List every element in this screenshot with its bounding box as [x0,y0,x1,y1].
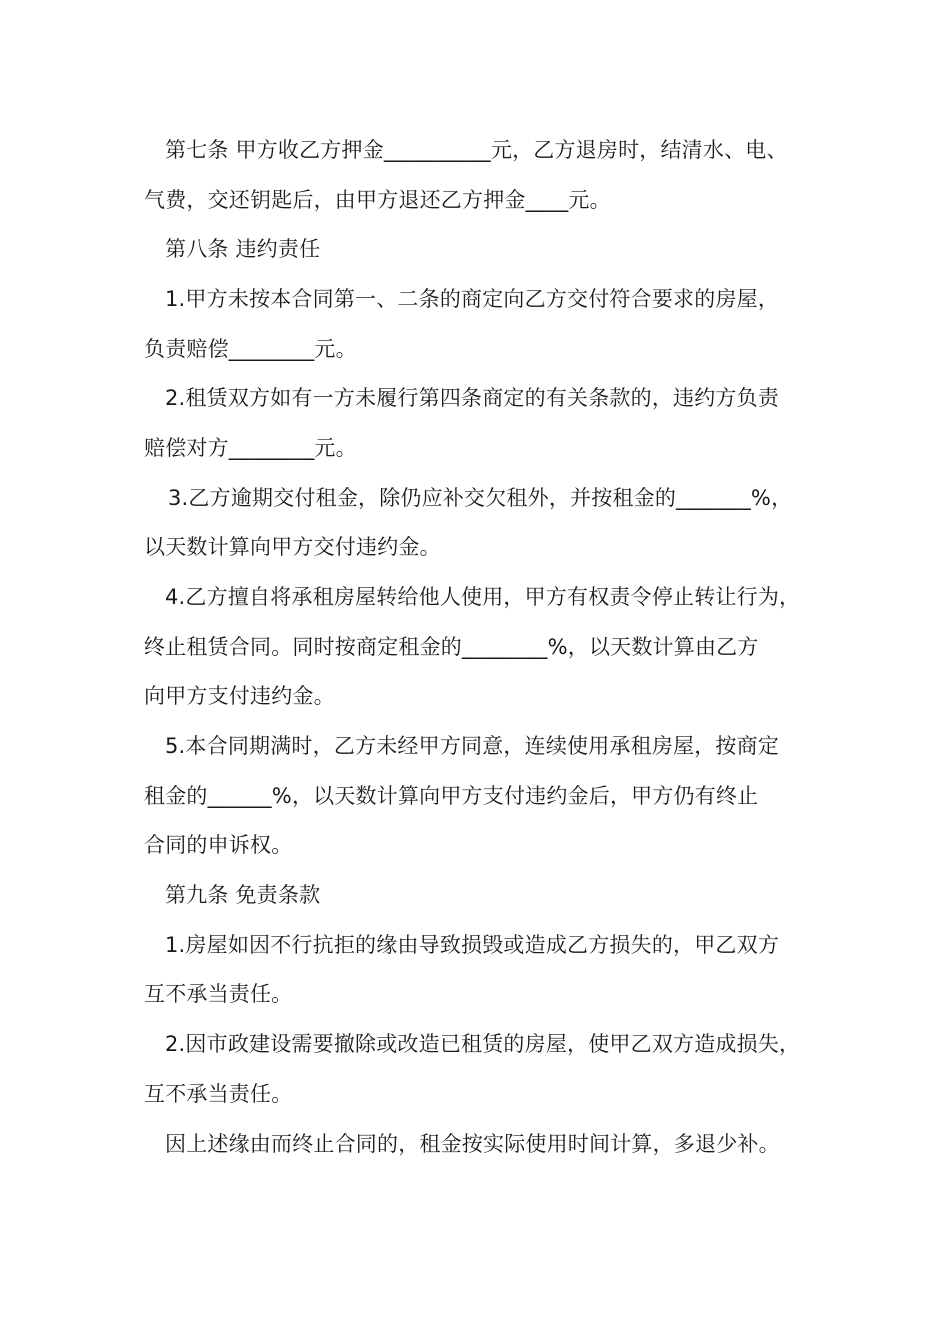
clause-9-item-2-line-2: 互不承当责任。 [144,1082,293,1106]
clause-8-item-5-line-1: 5.本合同期满时，乙方未经甲方同意，连续使用承租房屋，按商定 [165,734,780,758]
clause-9-item-2-line-1: 2.因市政建设需要撤除或改造已租赁的房屋，使甲乙双方造成损失， [165,1032,801,1056]
clause-8-item-4-line-2: 终止租赁合同。同时按商定租金的________%，以天数计算由乙方 [144,635,759,659]
clause-8-item-2-line-2: 赔偿对方________元。 [144,436,357,460]
clause-8-item-3-line-2: 以天数计算向甲方交付违约金。 [144,535,441,559]
clause-7-line-2: 气费，交还钥匙后，由甲方退还乙方押金____元。 [144,188,611,212]
clause-9-item-1-line-1: 1.房屋如因不行抗拒的缘由导致损毁或造成乙方损失的，甲乙双方 [165,933,780,957]
clause-9-item-1-line-2: 互不承当责任。 [144,982,293,1006]
clause-9-closing-line: 因上述缘由而终止合同的，租金按实际使用时间计算，多退少补。 [165,1132,780,1156]
clause-8-item-1-line-2: 负责赔偿________元。 [144,337,357,361]
clause-9-heading: 第九条 免责条款 [165,883,321,907]
clause-7-line-1: 第七条 甲方收乙方押金__________元，乙方退房时，结清水、电、 [165,138,788,162]
clause-8-item-4-line-1: 4.乙方擅自将承租房屋转给他人使用，甲方有权责令停止转让行为， [165,585,801,609]
clause-8-item-5-line-2: 租金的______%，以天数计算向甲方支付违约金后，甲方仍有终止 [144,784,759,808]
clause-8-item-1-line-1: 1.甲方未按本合同第一、二条的商定向乙方交付符合要求的房屋， [165,287,780,311]
clause-8-item-5-line-3: 合同的申诉权。 [144,833,293,857]
clause-8-item-4-line-3: 向甲方支付违约金。 [144,684,335,708]
clause-8-item-3-line-1: 3.乙方逾期交付租金，除仍应补交欠租外，并按租金的_______%， [168,486,793,510]
clause-8-heading: 第八条 违约责任 [165,237,321,261]
clause-8-item-2-line-1: 2.租赁双方如有一方未履行第四条商定的有关条款的，违约方负责 [165,386,780,410]
